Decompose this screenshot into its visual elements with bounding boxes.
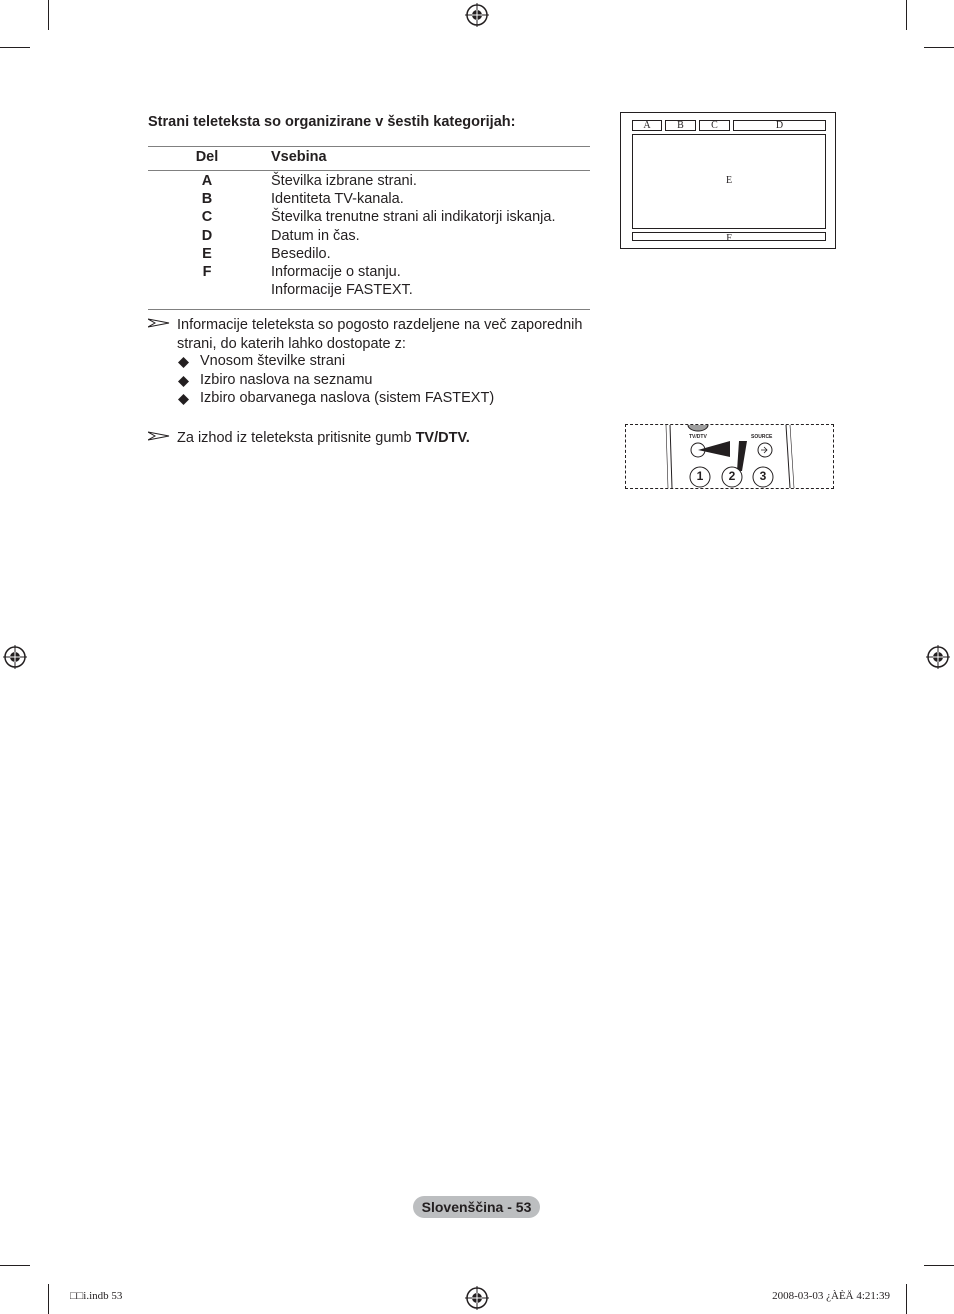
table-row-text: Informacije o stanju. xyxy=(271,264,401,280)
diagram-label-c: C xyxy=(699,120,730,131)
diagram-label-a: A xyxy=(632,120,662,131)
diagram-label-d: D xyxy=(733,120,826,131)
table-row-label: B xyxy=(201,191,213,207)
table-row-extra-text: Informacije FASTEXT. xyxy=(271,282,413,298)
table-header-rule xyxy=(148,170,590,171)
diagram-label-f: F xyxy=(632,232,826,241)
crop-mark xyxy=(924,1265,954,1266)
table-row-label: A xyxy=(201,173,213,189)
number-button-2: 2 xyxy=(728,469,736,483)
table-row-text: Datum in čas. xyxy=(271,228,360,244)
diamond-bullet-icon xyxy=(178,376,189,387)
page-number-badge: Slovenščina - 53 xyxy=(413,1196,540,1218)
crop-mark xyxy=(0,1265,30,1266)
diagram-label-e: E xyxy=(725,175,733,186)
bullet-item: Vnosom številke strani xyxy=(200,353,346,369)
diamond-bullet-icon xyxy=(178,394,189,405)
crop-mark xyxy=(906,1284,907,1314)
exit-note-text xyxy=(177,429,597,448)
registration-mark-icon xyxy=(465,3,489,27)
table-row-label: D xyxy=(201,228,213,244)
number-button-1: 1 xyxy=(696,469,704,483)
registration-mark-icon xyxy=(465,1286,489,1310)
crop-mark xyxy=(924,47,954,48)
table-bottom-rule xyxy=(148,309,590,310)
table-header-content: Vsebina xyxy=(271,149,327,165)
table-header-part: Del xyxy=(195,149,219,165)
diamond-bullet-icon xyxy=(178,357,189,368)
table-row-label: E xyxy=(202,246,212,262)
crop-mark xyxy=(906,0,907,30)
crop-mark xyxy=(48,0,49,30)
exit-note-prefix: Za izhod iz teleteksta pritisnite gumb xyxy=(177,430,416,446)
section-heading: Strani teleteksta so organizirane v šestih kategorijah: xyxy=(148,114,516,130)
bullet-item: Izbiro naslova na seznamu xyxy=(200,372,373,388)
table-row-label: C xyxy=(201,209,213,225)
table-row-text: Identiteta TV-kanala. xyxy=(271,191,404,207)
number-button-3: 3 xyxy=(759,469,767,483)
diagram-label-b: B xyxy=(665,120,696,131)
print-footer-left: □□i.indb 53 xyxy=(70,1290,123,1302)
exit-note-button-name: TV/DTV. xyxy=(415,430,470,446)
note-text: Informacije teleteksta so pogosto razdeljene na več zaporednih strani, do katerih lahko dostopate z: xyxy=(177,317,583,352)
diagram-text-area xyxy=(632,134,826,229)
table-top-rule xyxy=(148,146,590,147)
table-row-text: Besedilo. xyxy=(271,246,331,262)
print-footer-right: 2008-03-03 ¿ÀÈÄ 4:21:39 xyxy=(772,1290,890,1302)
note-arrow-icon xyxy=(148,318,170,328)
remote-control-illustration xyxy=(625,424,834,489)
table-row-text: Številka izbrane strani. xyxy=(271,173,417,189)
table-row-label: F xyxy=(202,264,212,280)
registration-mark-icon xyxy=(3,645,27,669)
source-button-label: SOURCE xyxy=(751,434,773,440)
crop-mark xyxy=(48,1284,49,1314)
teletext-layout-diagram xyxy=(620,112,836,249)
note-arrow-icon xyxy=(148,431,170,441)
table-row-text: Številka trenutne strani ali indikatorji iskanja. xyxy=(271,209,556,225)
registration-mark-icon xyxy=(926,645,950,669)
bullet-item: Izbiro obarvanega naslova (sistem FASTEXT) xyxy=(200,390,495,406)
tvdtv-button-label: TV/DTV xyxy=(689,434,707,440)
crop-mark xyxy=(0,47,30,48)
